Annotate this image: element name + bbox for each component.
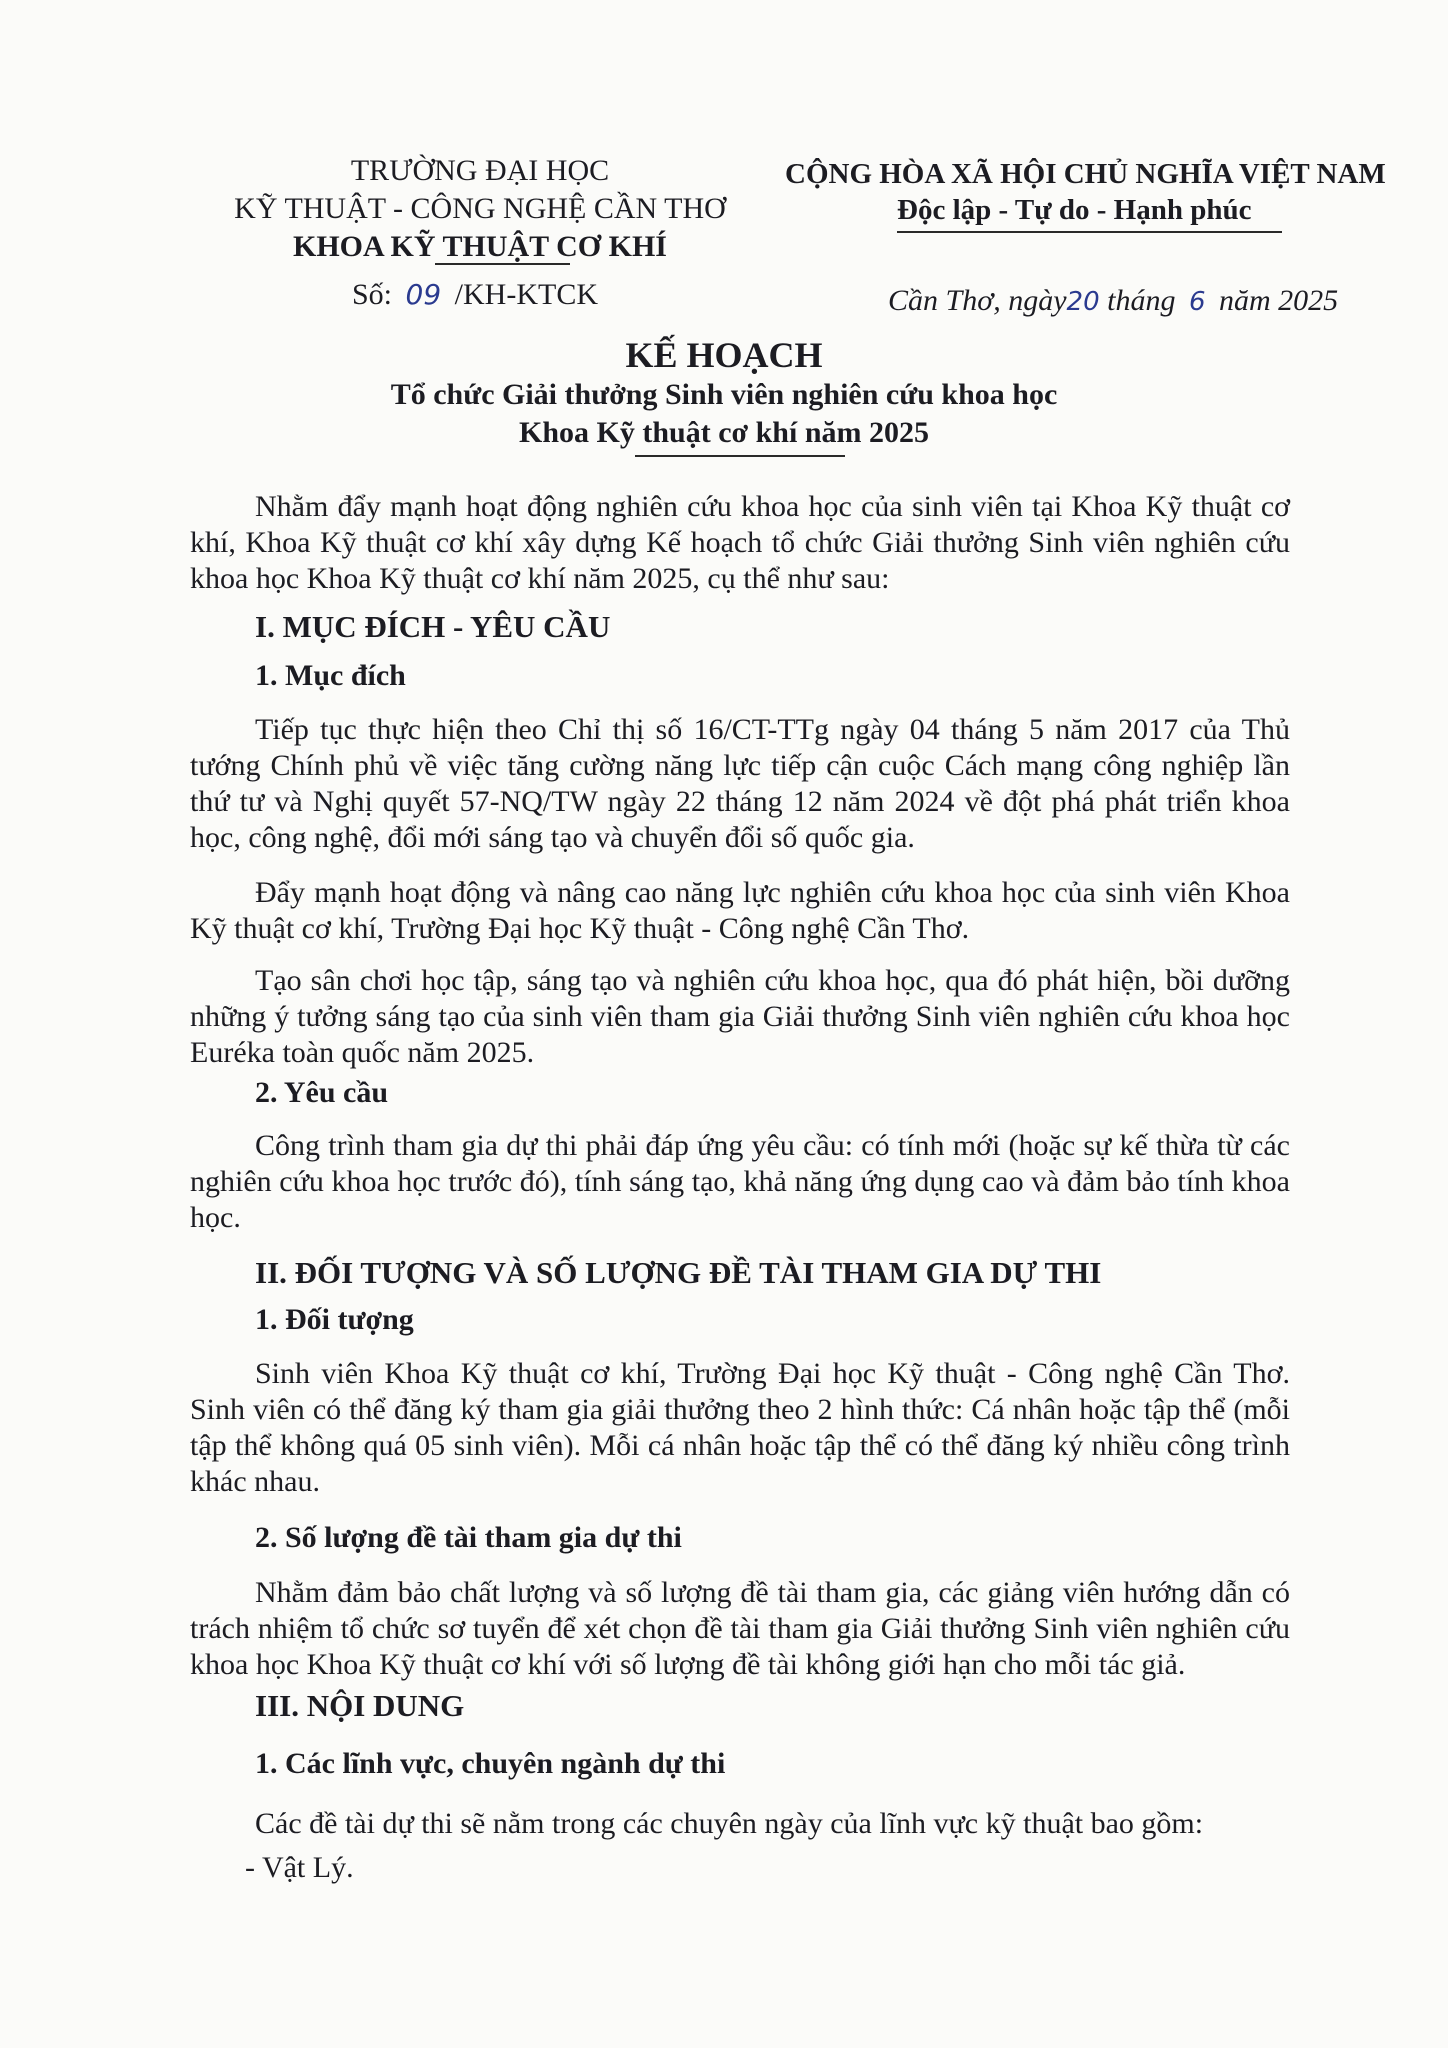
section-1-heading: I. MỤC ĐÍCH - YÊU CẦU (255, 609, 611, 644)
section-1-2-heading: 2. Yêu cầu (255, 1076, 389, 1109)
document-title: KẾ HOẠCH (625, 335, 823, 375)
intro-paragraph: Nhằm đẩy mạnh hoạt động nghiên cứu khoa học của sinh viên tại Khoa Kỹ thuật cơ khí, Khoa Kỹ thuật cơ khí xây dựng Kế hoạch tổ chức Giải thưởng Sinh viên nghiên cứu khoa học Khoa Kỹ thuật cơ khí năm 2025, cụ thể như sau: (190, 490, 1290, 595)
issue-date (888, 282, 1338, 321)
date-prefix: Cần Thơ, ngày (888, 284, 1067, 317)
national-motto: Độc lập - Tự do - Hạnh phúc (897, 194, 1252, 226)
date-day-handwritten: 20 (1066, 287, 1100, 317)
section-1-2-paragraph-1: Công trình tham gia dự thi phải đáp ứng yêu cầu: có tính mới (hoặc sự kế thừa từ các nghiên cứu khoa học trước đó), tính sáng tạo, khả năng ứng dụng cao và đảm bảo tính khoa học. (190, 1129, 1290, 1234)
section-1-1-paragraph-3: Tạo sân chơi học tập, sáng tạo và nghiên cứu khoa học, qua đó phát hiện, bồi dưỡng những ý tưởng sáng tạo của sinh viên tham gia Giải thưởng Sinh viên nghiên cứu khoa học Euréka toàn quốc năm 2025. (190, 964, 1290, 1069)
section-2-1-heading: 1. Đối tượng (255, 1303, 414, 1336)
faculty-underline (435, 263, 570, 265)
date-suffix: năm 2025 (1219, 284, 1339, 317)
document-subtitle-2: Khoa Kỹ thuật cơ khí năm 2025 (518, 416, 929, 449)
doc-number-suffix: /KH-KTCK (454, 278, 598, 311)
faculty-name: KHOA KỸ THUẬT CƠ KHÍ (293, 230, 667, 263)
section-1-1-paragraph-2: Đẩy mạnh hoạt động và nâng cao năng lực nghiên cứu khoa học của sinh viên Khoa Kỹ thuật cơ khí, Trường Đại học Kỹ thuật - Công nghệ Cần Thơ. (190, 876, 1290, 945)
doc-number-handwritten: 09 (405, 278, 442, 311)
motto-underline (897, 231, 1282, 233)
section-3-1-heading: 1. Các lĩnh vực, chuyên ngành dự thi (255, 1747, 726, 1780)
national-title: CỘNG HÒA XÃ HỘI CHỦ NGHĨA VIỆT NAM (785, 158, 1386, 190)
section-3-list-item-1: - Vật Lý. (245, 1851, 354, 1884)
document-subtitle-1: Tổ chức Giải thưởng Sinh viên nghiên cứu khoa học (390, 378, 1058, 411)
section-3-1-paragraph-1: Các đề tài dự thi sẽ nằm trong các chuyên ngày của lĩnh vực kỹ thuật bao gồm: (255, 1807, 1204, 1840)
section-2-2-paragraph-1: Nhằm đảm bảo chất lượng và số lượng đề tài tham gia, các giảng viên hướng dẫn có trách nhiệm tổ chức sơ tuyển để xét chọn đề tài tham gia Giải thưởng Sinh viên nghiên cứu khoa học Khoa Kỹ thuật cơ khí với số lượng đề tài không giới hạn cho mỗi tác giả. (190, 1576, 1290, 1681)
doc-number-prefix: Số: (352, 278, 393, 311)
section-2-2-heading: 2. Số lượng đề tài tham gia dự thi (255, 1521, 682, 1554)
school-name-line1: TRƯỜNG ĐẠI HỌC (350, 154, 610, 187)
section-3-heading: III. NỘI DUNG (255, 1688, 465, 1723)
school-name-line2: KỸ THUẬT - CÔNG NGHỆ CẦN THƠ (234, 192, 726, 225)
date-month-handwritten: 6 (1188, 287, 1206, 317)
section-2-heading: II. ĐỐI TƯỢNG VÀ SỐ LƯỢNG ĐỀ TÀI THAM GIA DỰ THI (255, 1255, 1102, 1290)
header-left (190, 152, 770, 266)
subtitle-underline (635, 455, 845, 457)
doc-number (352, 276, 598, 314)
section-1-1-heading: 1. Mục đích (255, 659, 406, 692)
date-month-label: tháng (1107, 284, 1176, 317)
section-1-1-paragraph-1: Tiếp tục thực hiện theo Chỉ thị số 16/CT-TTg ngày 04 tháng 5 năm 2017 của Thủ tướng Chính phủ về việc tăng cường năng lực tiếp cận cuộc Cách mạng công nghiệp lần thứ tư và Nghị quyết 57-NQ/TW ngày 22 tháng 12 năm 2024 về đột phá phát triển khoa học, công nghệ, đổi mới sáng tạo và chuyển đổi số quốc gia. (190, 713, 1290, 854)
section-2-1-paragraph-1: Sinh viên Khoa Kỹ thuật cơ khí, Trường Đại học Kỹ thuật - Công nghệ Cần Thơ. Sinh viên có thể đăng ký tham gia giải thưởng theo 2 hình thức: Cá nhân hoặc tập thể (mỗi tập thể không quá 05 sinh viên). Mỗi cá nhân hoặc tập thể có thể đăng ký nhiều công trình khác nhau. (190, 1357, 1290, 1498)
